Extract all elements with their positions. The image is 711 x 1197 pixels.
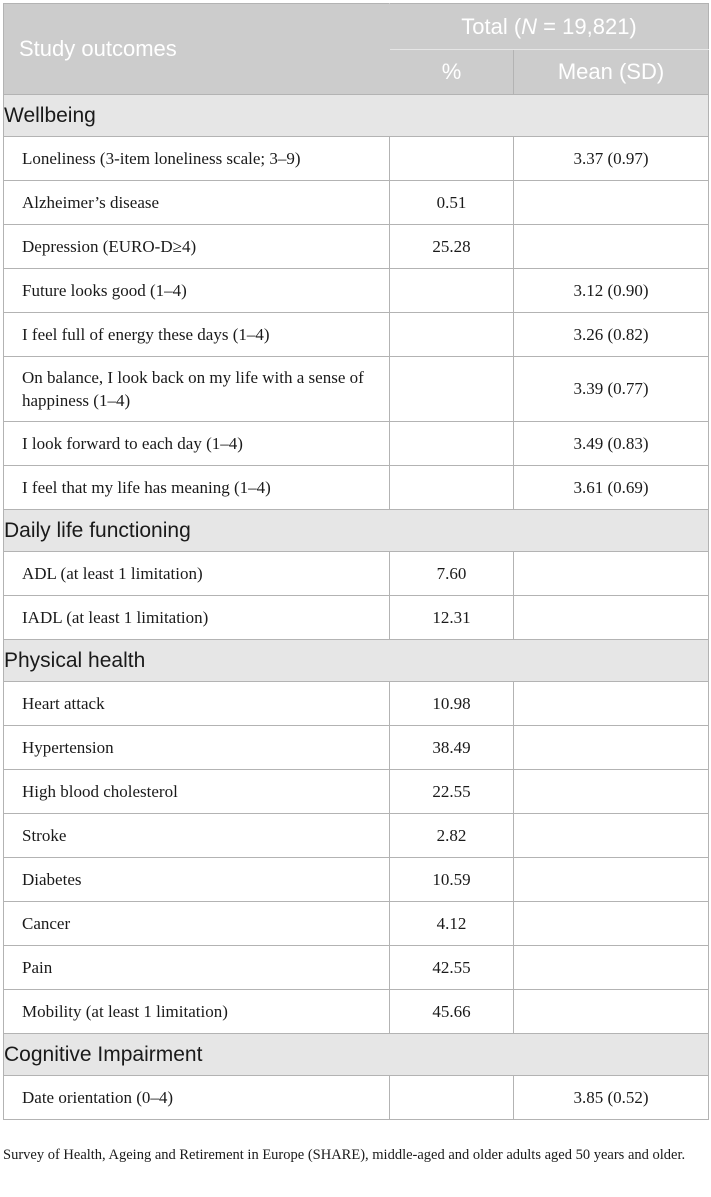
table-row [4,225,709,269]
percent-cell: 22.55 [390,770,514,814]
percent-cell: 0.51 [390,181,514,225]
outcome-label: Mobility (at least 1 limitation) [4,990,390,1034]
outcome-label: On balance, I look back on my life with a sense of happiness (1–4) [4,357,390,422]
percent-cell [390,137,514,181]
percent-header: % [390,50,514,95]
table-row [4,770,709,814]
outcome-label: Heart attack [4,682,390,726]
table-row [4,269,709,313]
table-row [4,990,709,1034]
mean-sd-cell [514,552,709,596]
percent-cell: 10.59 [390,858,514,902]
section-row-cognitive-impairment [4,1034,709,1076]
percent-cell [390,422,514,466]
section-title: Daily life functioning [4,510,709,552]
table-row [4,682,709,726]
outcome-label: Date orientation (0–4) [4,1076,390,1120]
table-row [4,858,709,902]
mean-sd-header: Mean (SD) [514,50,709,95]
outcome-label: Stroke [4,814,390,858]
table-row [4,814,709,858]
total-suffix: = 19,821) [537,13,637,39]
mean-sd-cell: 3.61 (0.69) [514,466,709,510]
total-header [390,4,709,50]
percent-cell: 2.82 [390,814,514,858]
outcome-label: I look forward to each day (1–4) [4,422,390,466]
outcome-label: Alzheimer’s disease [4,181,390,225]
percent-cell: 7.60 [390,552,514,596]
percent-cell: 12.31 [390,596,514,640]
section-row-physical-health [4,640,709,682]
study-outcomes-table [3,3,709,1120]
mean-sd-cell [514,814,709,858]
study-outcomes-header: Study outcomes [4,4,390,95]
outcome-label: Hypertension [4,726,390,770]
outcome-label: ADL (at least 1 limitation) [4,552,390,596]
header-row [4,4,709,50]
percent-cell [390,313,514,357]
percent-cell [390,466,514,510]
mean-sd-cell: 3.12 (0.90) [514,269,709,313]
outcome-label: Pain [4,946,390,990]
percent-cell [390,269,514,313]
outcome-label: Diabetes [4,858,390,902]
outcome-label: Depression (EURO-D≥4) [4,225,390,269]
mean-sd-cell: 3.37 (0.97) [514,137,709,181]
table-row [4,552,709,596]
mean-sd-cell [514,858,709,902]
section-title: Physical health [4,640,709,682]
outcome-label: High blood cholesterol [4,770,390,814]
mean-sd-cell [514,770,709,814]
percent-cell: 4.12 [390,902,514,946]
mean-sd-cell [514,225,709,269]
table-row [4,1076,709,1120]
section-title: Wellbeing [4,95,709,137]
total-prefix: Total ( [461,13,522,39]
outcome-label: I feel full of energy these days (1–4) [4,313,390,357]
table-row [4,726,709,770]
mean-sd-cell [514,990,709,1034]
table-row [4,466,709,510]
table-row [4,946,709,990]
mean-sd-cell: 3.49 (0.83) [514,422,709,466]
table-row [4,181,709,225]
mean-sd-cell: 3.39 (0.77) [514,357,709,422]
mean-sd-cell [514,726,709,770]
section-title: Cognitive Impairment [4,1034,709,1076]
section-row-wellbeing [4,95,709,137]
percent-cell: 42.55 [390,946,514,990]
mean-sd-cell [514,596,709,640]
mean-sd-cell [514,181,709,225]
mean-sd-cell [514,682,709,726]
mean-sd-cell: 3.26 (0.82) [514,313,709,357]
outcome-label: IADL (at least 1 limitation) [4,596,390,640]
percent-cell [390,1076,514,1120]
mean-sd-cell [514,902,709,946]
section-row-daily-life-functioning [4,510,709,552]
percent-cell [390,357,514,422]
mean-sd-cell [514,946,709,990]
outcome-label: Cancer [4,902,390,946]
percent-cell: 38.49 [390,726,514,770]
table-row [4,313,709,357]
table-row [4,902,709,946]
table-footnote: Survey of Health, Ageing and Retirement in Europe (SHARE), middle-aged and older adults aged 50 years and older. [3,1147,686,1163]
table-row [4,137,709,181]
table-row [4,596,709,640]
table-row [4,357,709,422]
total-n: N [521,13,538,39]
mean-sd-cell: 3.85 (0.52) [514,1076,709,1120]
percent-cell: 10.98 [390,682,514,726]
outcome-label: Future looks good (1–4) [4,269,390,313]
percent-cell: 45.66 [390,990,514,1034]
outcome-label: Loneliness (3-item loneliness scale; 3–9) [4,137,390,181]
table-row [4,422,709,466]
percent-cell: 25.28 [390,225,514,269]
outcome-label: I feel that my life has meaning (1–4) [4,466,390,510]
